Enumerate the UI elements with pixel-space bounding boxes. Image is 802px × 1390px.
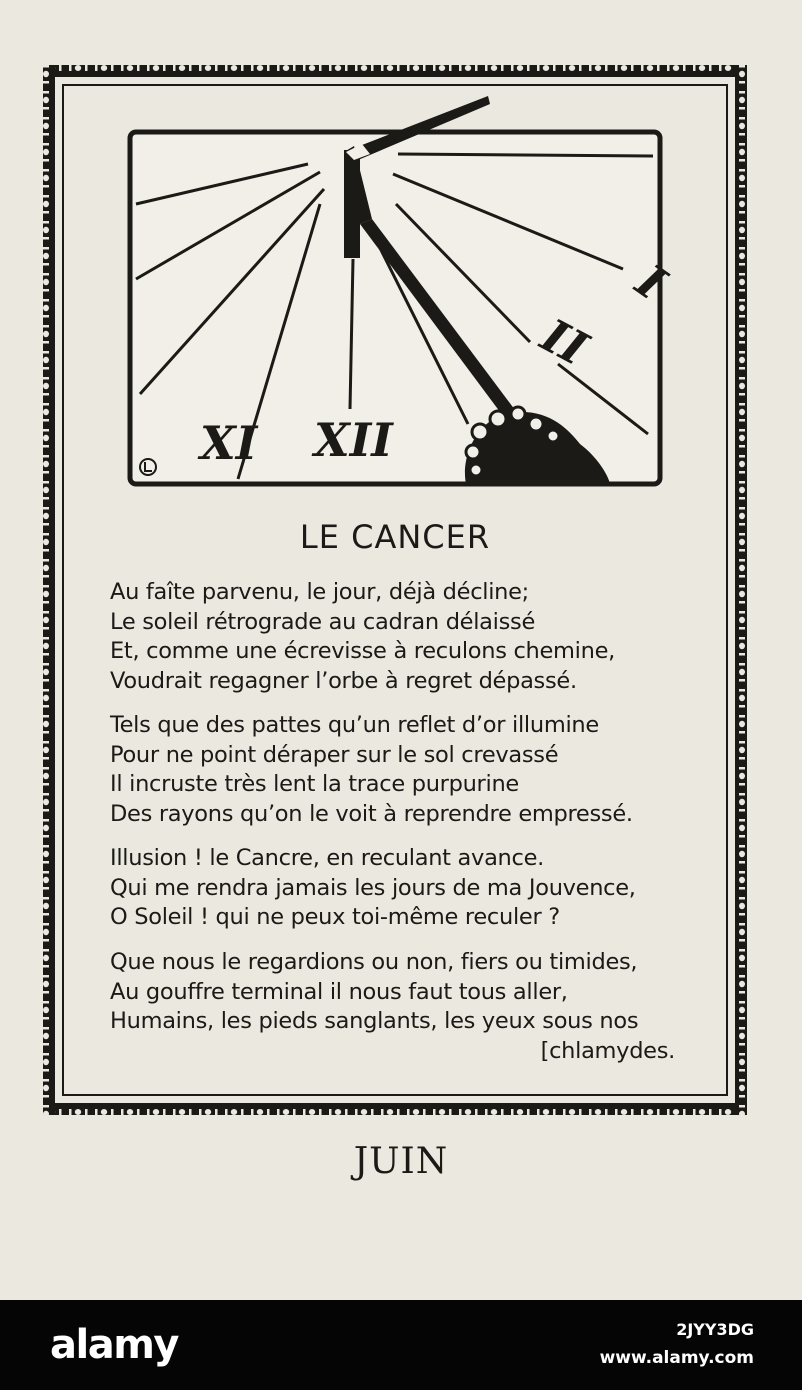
watermark-logo: alamy bbox=[50, 1322, 178, 1368]
numeral-i: I bbox=[626, 253, 676, 311]
verse-line: Au faîte parvenu, le jour, déjà décline; bbox=[110, 579, 529, 605]
sundial-illustration bbox=[88, 94, 708, 504]
verse-line: Au gouffre terminal il nous faut tous aller, bbox=[110, 978, 568, 1005]
stanza-2 bbox=[110, 711, 690, 829]
verse-line: Des rayons qu’on le voit à reprendre empressé. bbox=[110, 800, 633, 827]
verse-line: Le soleil rétrograde au cadran délaissé bbox=[110, 608, 536, 635]
verse-line-continuation: [chlamydes. bbox=[540, 1037, 675, 1064]
stanza-1 bbox=[110, 578, 690, 696]
verse-line: Illusion ! le Cancre, en reculant avance. bbox=[110, 845, 544, 871]
numeral-xii: XII bbox=[314, 413, 393, 467]
numeral-xi: XI bbox=[200, 416, 258, 470]
stanza-3 bbox=[110, 844, 690, 933]
month-caption: JUIN bbox=[353, 1141, 449, 1182]
poem-title: LE CANCER bbox=[299, 518, 491, 556]
watermark-image-id: 2JYY3DG bbox=[676, 1320, 754, 1339]
verse-line: Et, comme une écrevisse à reculons chemine, bbox=[110, 638, 615, 664]
verse-line: Voudrait regagner l’orbe à regret dépassé. bbox=[110, 667, 577, 694]
verse-line: Que nous le regardions ou non, fiers ou timides, bbox=[110, 949, 638, 975]
watermark-site: www.alamy.com bbox=[599, 1348, 754, 1368]
verse-line: Qui me rendra jamais les jours de ma Jouvence, bbox=[110, 874, 636, 901]
verse-line: Tels que des pattes qu’un reflet d’or illumine bbox=[110, 712, 599, 738]
verse-line: Pour ne point déraper sur le sol crevassé bbox=[110, 741, 559, 768]
watermark-band bbox=[0, 1300, 802, 1390]
stanza-4 bbox=[110, 948, 690, 1066]
verse-line: Humains, les pieds sanglants, les yeux sous nos bbox=[110, 1008, 639, 1034]
numeral-ii: II bbox=[532, 308, 597, 376]
verse-line: O Soleil ! qui ne peux toi-même reculer ? bbox=[110, 904, 560, 930]
verse-line: Il incruste très lent la trace purpurine bbox=[110, 771, 519, 797]
